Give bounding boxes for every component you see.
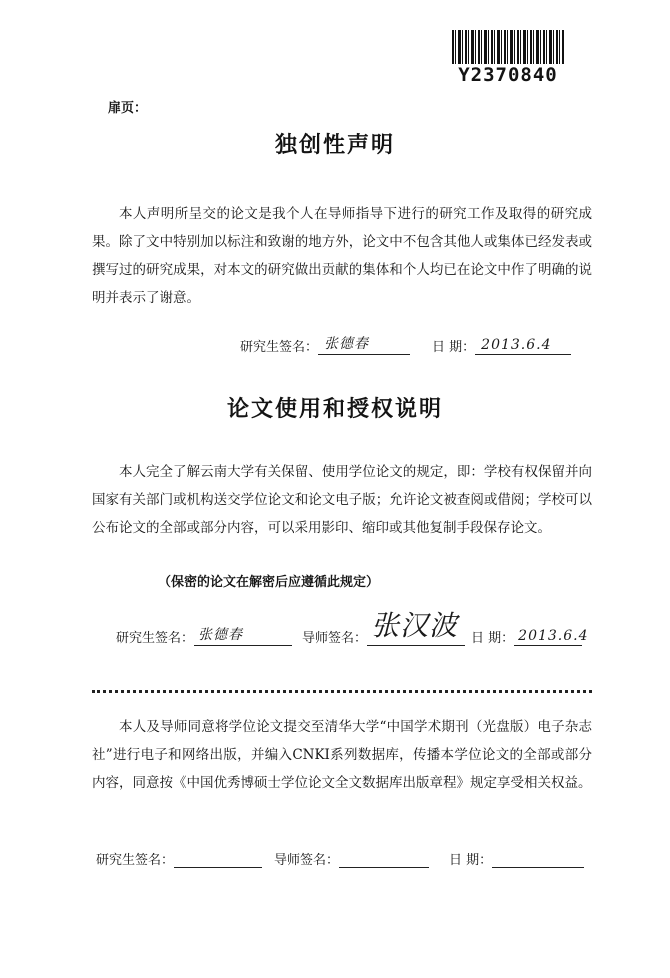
barcode-number: Y2370840 [458,64,558,86]
section-divider [92,690,592,693]
declaration-student-signature-line [318,336,410,355]
cnki-student-signature-line [174,853,262,868]
authorization-title: 论文使用和授权说明 [226,397,443,422]
cnki-date-label: 日 期： [449,853,493,868]
declaration-text: 本人声明所呈交的论文是我个人在导师指导下进行的研究工作及取得的研究成果。除了文中特别加以标注和致谢的地方外，论文中不包含其他人或集体已经发表或撰写过的研究成果，对本文的研究做出贡献的集体和个人均已在论文中作了明确的说明并表示了谢意。 [92,206,592,306]
cnki-body [92,713,592,797]
authorization-body [92,458,592,542]
authorization-student-signature: 张德春 [198,627,244,643]
declaration-body [92,200,592,312]
declaration-student-label: 研究生签名： [240,340,319,355]
cnki-signature-row [96,849,584,867]
authorization-date-label: 日 期： [471,631,515,646]
authorization-date-value: 2013.6.4 [518,628,589,644]
declaration-date-line [475,337,571,355]
authorization-text: 本人完全了解云南大学有关保留、使用学位论文的规定，即：学校有权保留并向国家有关部门或机构送交学位论文和论文电子版；允许论文被查阅或借阅；学校可以公布论文的全部或部分内容，可以采用影印、缩印或其他复制手段保存论文。 [92,464,592,536]
authorization-advisor-label: 导师签名： [302,631,368,646]
authorization-signature-row [116,609,589,657]
cnki-date-line [492,853,584,868]
barcode [452,30,564,64]
authorization-advisor-signature-line [367,609,465,646]
confidential-note: （保密的论文在解密后应遵循此规定） [158,575,380,590]
declaration-student-signature: 张德春 [324,336,370,352]
cnki-advisor-label: 导师签名： [274,853,340,868]
authorization-advisor-signature: 张汉波 [371,609,459,642]
authorization-student-label: 研究生签名： [116,631,195,646]
declaration-signature-row [240,336,571,354]
declaration-title: 独创性声明 [274,133,395,158]
cnki-student-label: 研究生签名： [96,853,175,868]
cnki-text: 本人及导师同意将学位论文提交至清华大学“中国学术期刊（光盘版）电子杂志社”进行电子和网络出版，并编入CNKI系列数据库，传播本学位论文的全部或部分内容，同意按《中国优秀博硕士学位论文全文数据库出版章程》规定享受相关权益。 [92,719,592,791]
declaration-date-value: 2013.6.4 [481,337,552,353]
declaration-date-label: 日 期： [432,340,476,355]
header-label: 扉页： [108,101,148,116]
authorization-date-line [514,628,589,646]
cnki-advisor-signature-line [339,853,429,868]
authorization-student-signature-line [194,627,292,646]
